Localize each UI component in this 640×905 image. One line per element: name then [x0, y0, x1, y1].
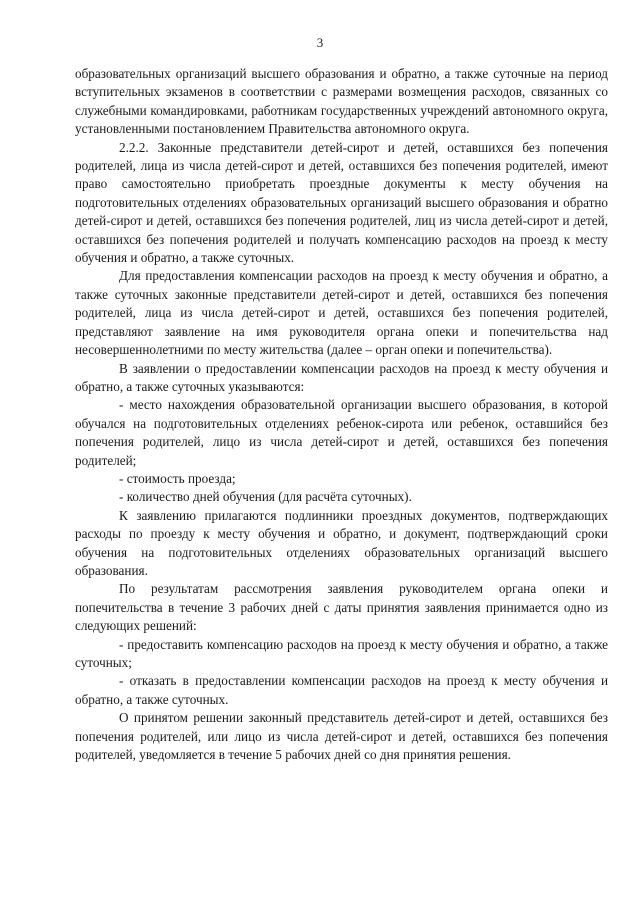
list-item: - отказать в предоставлении компенсации расходов на проезд к месту обучения и обратно, а также суточных.: [75, 673, 608, 707]
paragraph: О принятом решении законный представитель детей-сирот и детей, оставшихся без попечения родителей, или лицо из числа детей-сирот и детей, оставшихся без попечения родителей, уведомляется в течение 5 рабочих дней со дня принятия решения.: [75, 710, 608, 763]
document-body: [75, 65, 608, 764]
list-item: - стоимость проезда;: [119, 470, 236, 486]
paragraph: образовательных организаций высшего образования и обратно, а также суточные на период вступительных экзаменов в соответствии с размерами возмещения расходов, связанных со служебными командировками, работникам государственных учреждений автономного округа, установленными постановлением Правительства автономного округа.: [75, 66, 608, 137]
list-item: - место нахождения образовательной организации высшего образования, в которой обучался на подготовительных отделениях ребенок-сирота или ребенок, оставшийся без попечения родителей, лицо из числа детей-сирот и детей, оставшихся без попечения родителей;: [75, 397, 608, 468]
paragraph: К заявлению прилагаются подлинники проездных документов, подтверждающих расходы по проезду к месту обучения и обратно, и документ, подтверждающий сроки обучения на подготовительных отделениях образовательных организаций высшего образования.: [75, 507, 608, 578]
list-item: - предоставить компенсацию расходов на проезд к месту обучения и обратно, а также суточных;: [75, 636, 608, 670]
paragraph: 2.2.2. Законные представители детей-сирот и детей, оставшихся без попечения родителей, лица из числа детей-сирот и детей, оставшихся без попечения родителей, имеют право самостоятельно приобретать проездные документы к месту обучения на подготовительных отделениях образовательных организаций высшего образования и обратно детей-сирот и детей, оставшихся без попечения родителей, лиц из числа детей-сирот и детей, оставшихся без попечения родителей и получать компенсацию расходов на проезд к месту обучения и обратно, а также суточных.: [75, 139, 608, 266]
paragraph: По результатам рассмотрения заявления руководителем органа опеки и попечительства в течение 3 рабочих дней с даты принятия заявления принимается одно из следующих решений:: [75, 581, 608, 634]
paragraph: Для предоставления компенсации расходов на проезд к месту обучения и обратно, а также суточных законные представители детей-сирот и детей, оставшихся без попечения родителей, лица из числа детей-сирот и детей, оставшихся без попечения родителей, представляют заявление на имя руководителя органа опеки и попечительства над несовершеннолетними по месту жительства (далее – орган опеки и попечительства).: [75, 268, 608, 358]
paragraph: В заявлении о предоставлении компенсации расходов на проезд к месту обучения и обратно, а также суточных указываются:: [75, 360, 608, 394]
list-item: - количество дней обучения (для расчёта суточных).: [119, 489, 412, 505]
page-number: 3: [316, 35, 324, 50]
